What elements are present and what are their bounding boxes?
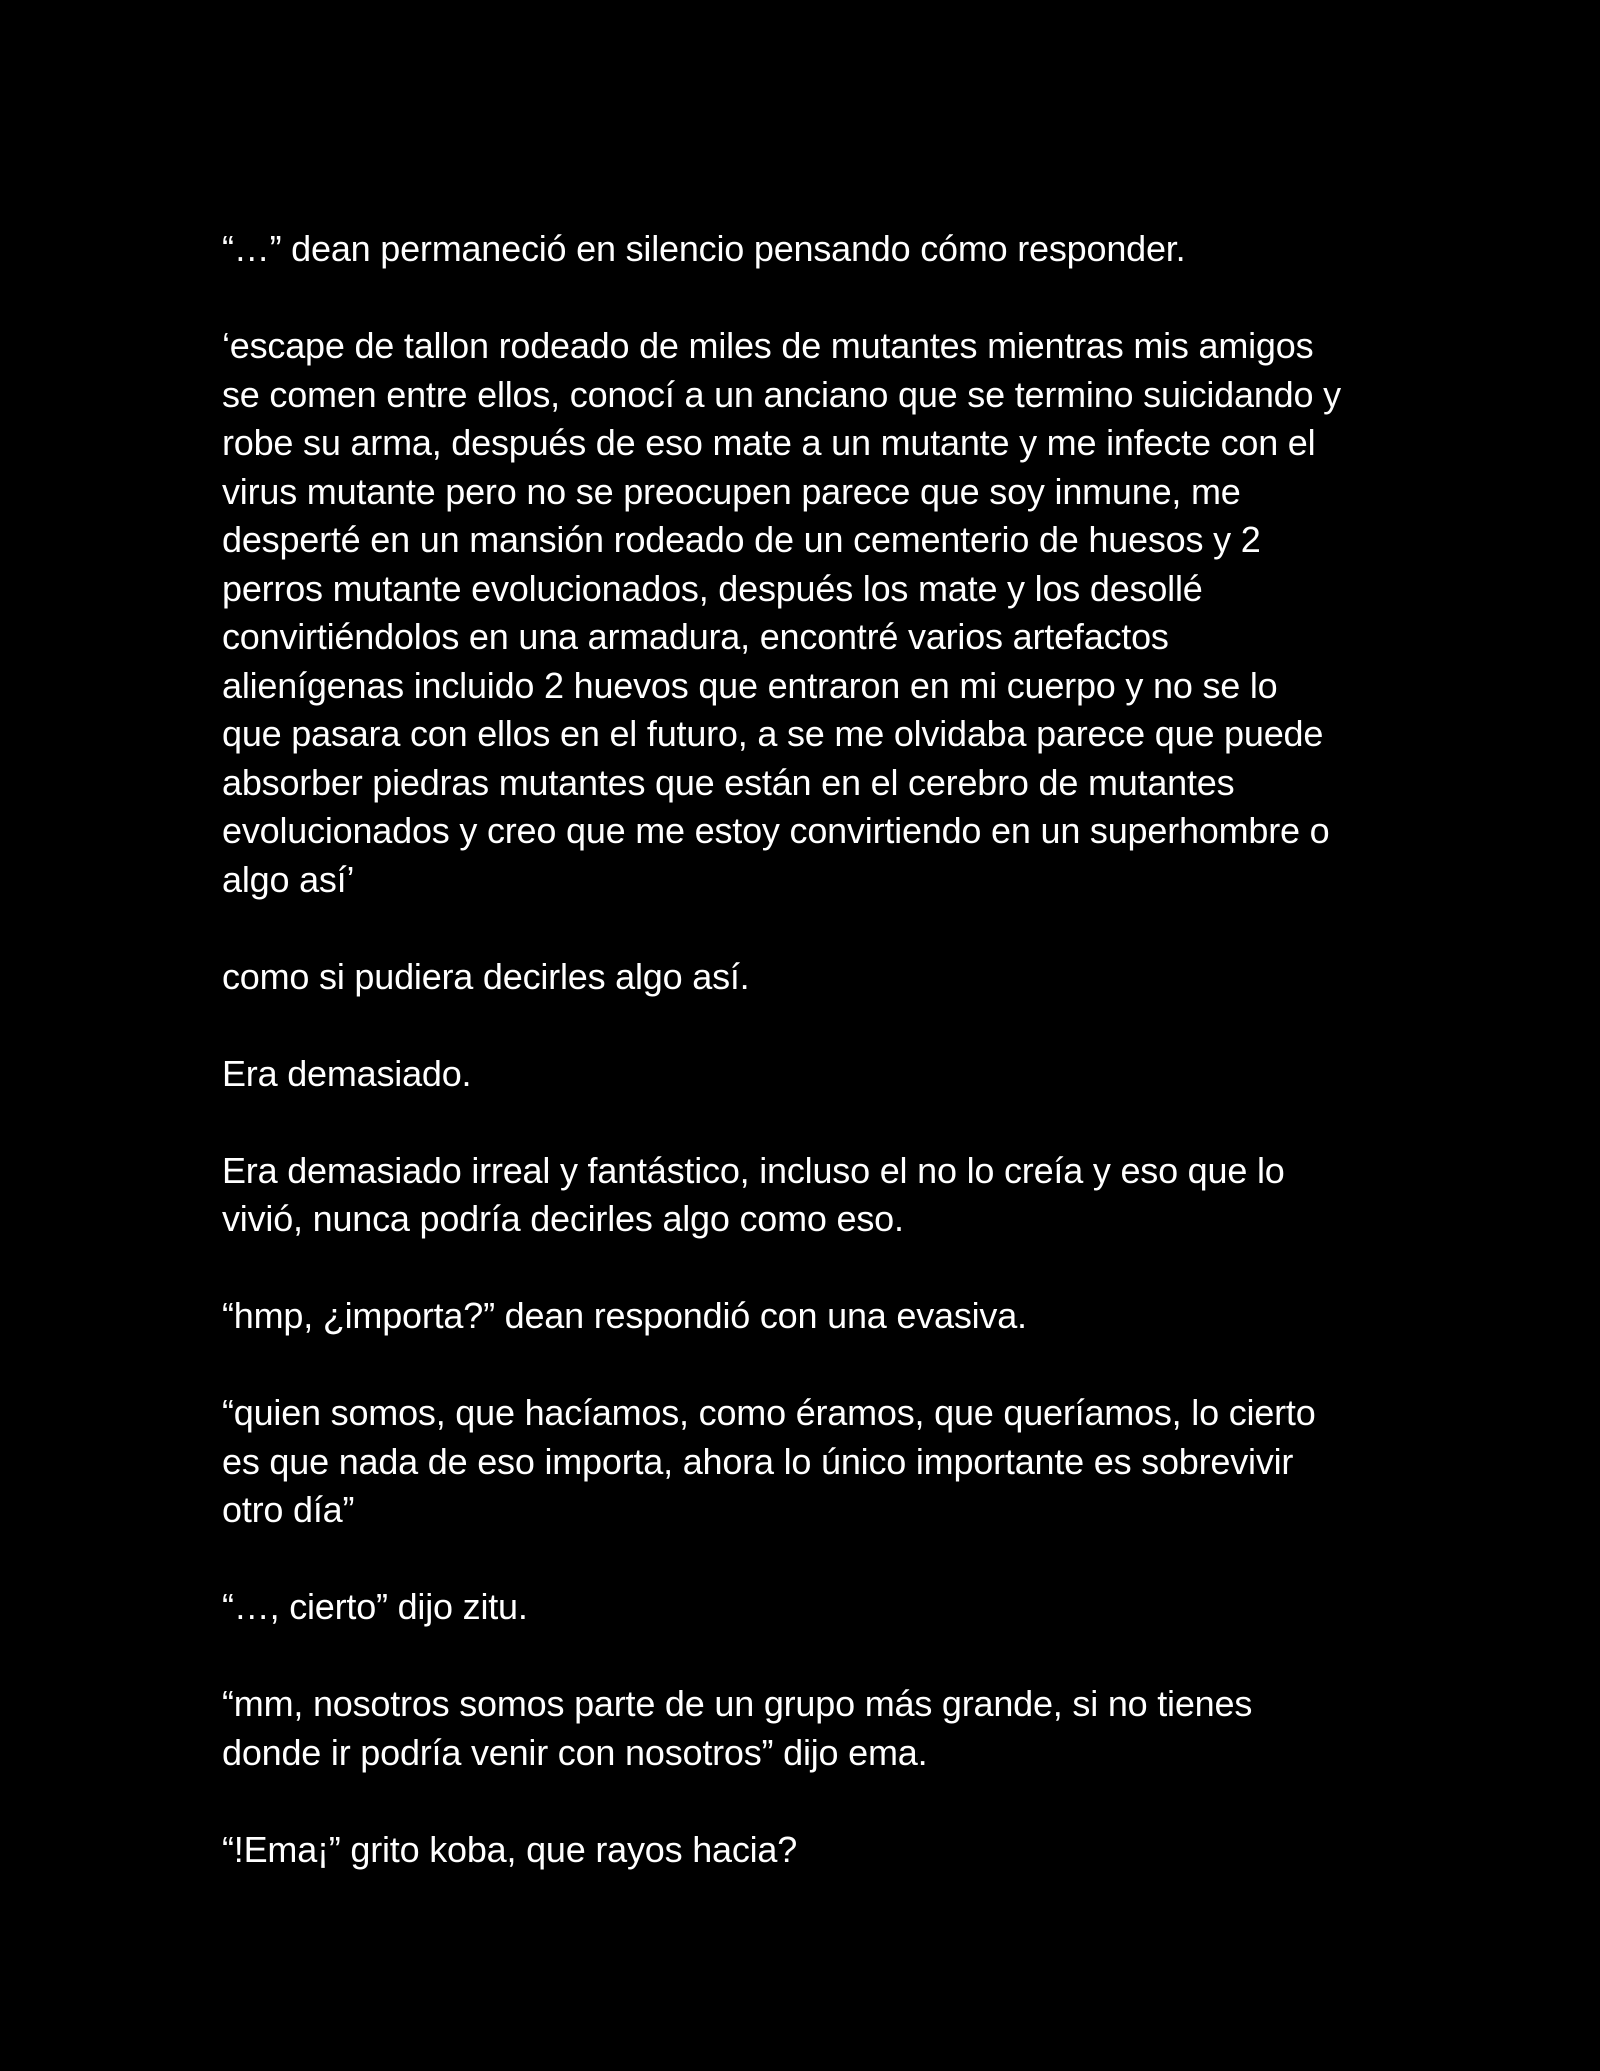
paragraph-does-it-matter: “hmp, ¿importa?” dean respondió con una evasiva. (222, 1295, 1027, 1336)
paragraph-could-tell: como si pudiera decirles algo así. (222, 955, 750, 997)
paragraph-dean-silence: “…” dean permaneció en silencio pensando cómo responder. (222, 228, 1186, 269)
paragraph-inner-thought: ‘escape de tallon rodeado de miles de mutantes mientras mis amigos se comen entre ellos, conocí a un anciano que se termino suicidando y robe su arma, después de eso mate a un mutante y me infecte con el virus mutante pero no se preocupen parece que soy inmune, me desperté en un mansión rodeado de un cementerio de huesos y 2 perros mutante evolucionados, después los mate y los desollé convirtiéndolos en una armadura, encontré varios artefactos alienígenas incluido 2 huevos que entraron en mi cuerpo y no se lo que pasara con ellos en el futuro, a se me olvidaba parece que puede absorber piedras mutantes que están en el cerebro de mutantes evolucionados y creo que me estoy convirtiendo en un superhombre o algo así’ (222, 325, 1341, 900)
paragraph-unreal: Era demasiado irreal y fantástico, incluso el no lo creía y eso que lo vivió, nunca podría decirles algo como eso. (222, 1149, 1285, 1239)
document-body (222, 225, 1402, 1874)
paragraph-too-much: Era demasiado. (222, 1052, 472, 1094)
paragraph-ema-offer: “mm, nosotros somos parte de un grupo más grande, si no tienes donde ir podría venir con nosotros” dijo ema. (222, 1683, 1253, 1773)
paragraph-koba-shout: “!Ema¡” grito koba, que rayos hacia? (222, 1828, 798, 1870)
paragraph-zitu: “…, cierto” dijo zitu. (222, 1586, 528, 1627)
paragraph-survive-another-day: “quien somos, que hacíamos, como éramos, que queríamos, lo cierto es que nada de eso importa, ahora lo único importante es sobrevivir otro día” (222, 1392, 1316, 1530)
